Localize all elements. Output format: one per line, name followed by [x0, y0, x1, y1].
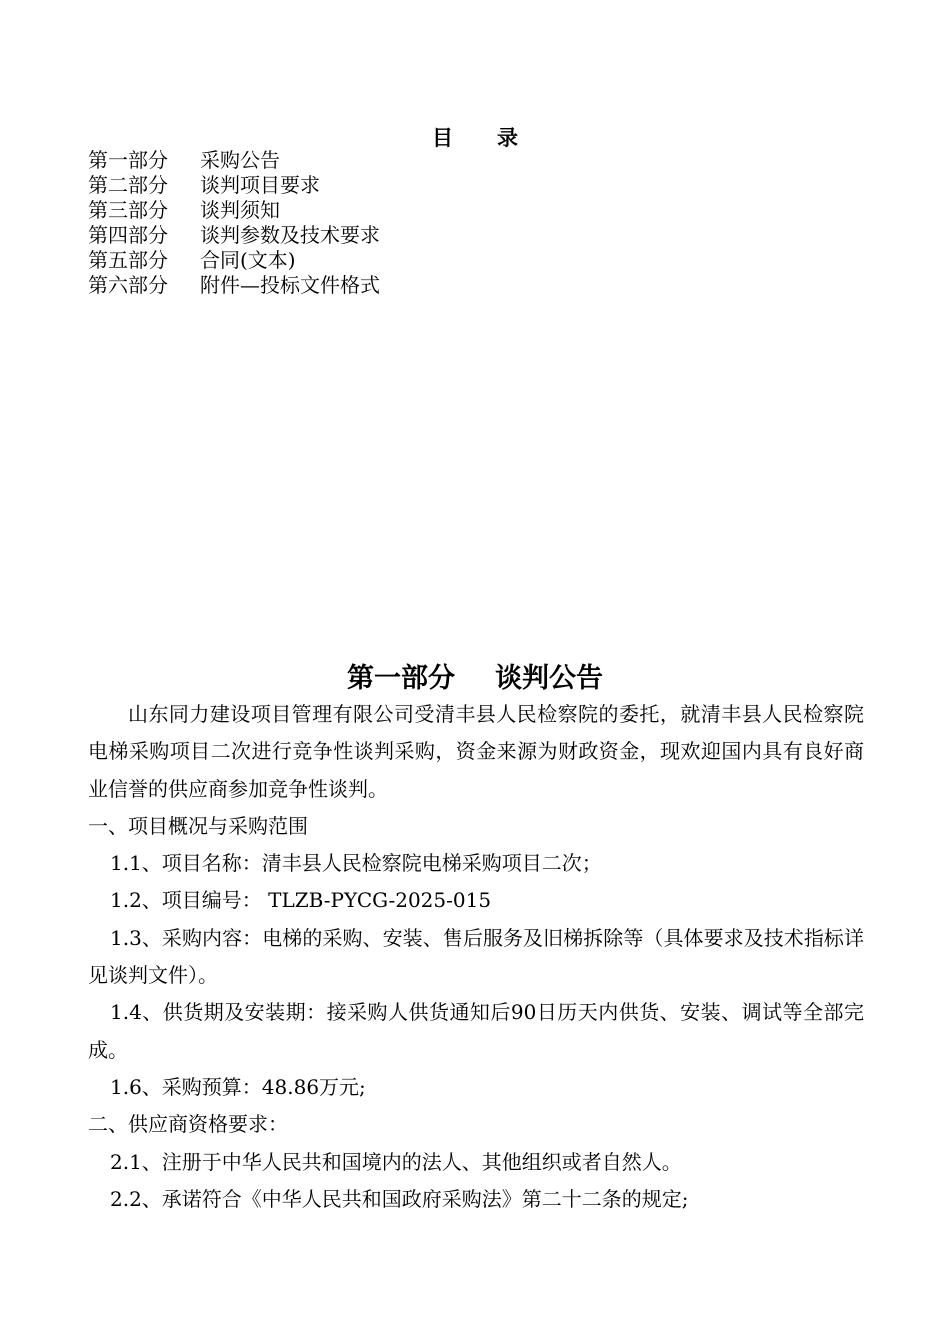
- item-procurement-content: 1.3、采购内容：电梯的采购、安装、售后服务及旧梯拆除等（具体要求及技术指标详见谈判文件）。: [88, 925, 864, 988]
- heading-project-overview: 一、项目概况与采购范围: [88, 813, 308, 838]
- toc-item[interactable]: [88, 223, 380, 248]
- toc-title-char-2: 录: [497, 126, 518, 150]
- toc-item-name: 合同(文本): [200, 248, 296, 272]
- toc-title-char-1: 目: [432, 126, 453, 150]
- toc-item[interactable]: [88, 273, 380, 298]
- item-project-number: 1.2、项目编号： TLZB-PYCG-2025-015: [110, 888, 492, 913]
- toc-item-name: 采购公告: [200, 148, 280, 172]
- toc-item-part: 第四部分: [88, 223, 168, 247]
- item-law-compliance: 2.2、承诺符合《中华人民共和国政府采购法》第二十二条的规定;: [110, 1186, 689, 1211]
- toc-item-part: 第一部分: [88, 148, 168, 172]
- toc-item-part: 第六部分: [88, 273, 168, 297]
- item-project-name: 1.1、项目名称：清丰县人民检察院电梯采购项目二次；: [110, 851, 602, 876]
- heading-supplier-qualification: 二、供应商资格要求：: [88, 1112, 288, 1137]
- toc-item-part: 第二部分: [88, 173, 168, 197]
- toc-item[interactable]: [88, 248, 380, 273]
- toc-item-part: 第五部分: [88, 248, 168, 272]
- item-registration: 2.1、注册于中华人民共和国境内的法人、其他组织或者自然人。: [110, 1149, 682, 1174]
- toc-item[interactable]: [88, 148, 380, 173]
- intro-paragraph: 山东同力建设项目管理有限公司受清丰县人民检察院的委托，就清丰县人民检察院电梯采购项目二次进行竞争性谈判采购，资金来源为财政资金，现欢迎国内具有良好商业信誉的供应商参加竞争性谈判。: [88, 702, 864, 801]
- item-delivery-period: 1.4、供货期及安装期：接采购人供货通知后90日历天内供货、安装、调试等全部完成。: [88, 1000, 864, 1062]
- toc-item-name: 附件—投标文件格式: [200, 273, 380, 297]
- toc-item-name: 谈判须知: [200, 198, 280, 222]
- toc-item[interactable]: [88, 173, 380, 198]
- toc-item-name: 谈判参数及技术要求: [200, 223, 380, 247]
- section-title: [0, 656, 950, 695]
- toc-item-part: 第三部分: [88, 198, 168, 222]
- toc-item-name: 谈判项目要求: [200, 173, 320, 197]
- toc-item[interactable]: [88, 198, 380, 223]
- item-budget: 1.6、采购预算：48.86万元;: [110, 1074, 366, 1099]
- section-body: [88, 696, 864, 1218]
- toc-list: [88, 148, 380, 298]
- section-title-name: 谈判公告: [495, 663, 603, 694]
- section-title-part: 第一部分: [347, 663, 455, 694]
